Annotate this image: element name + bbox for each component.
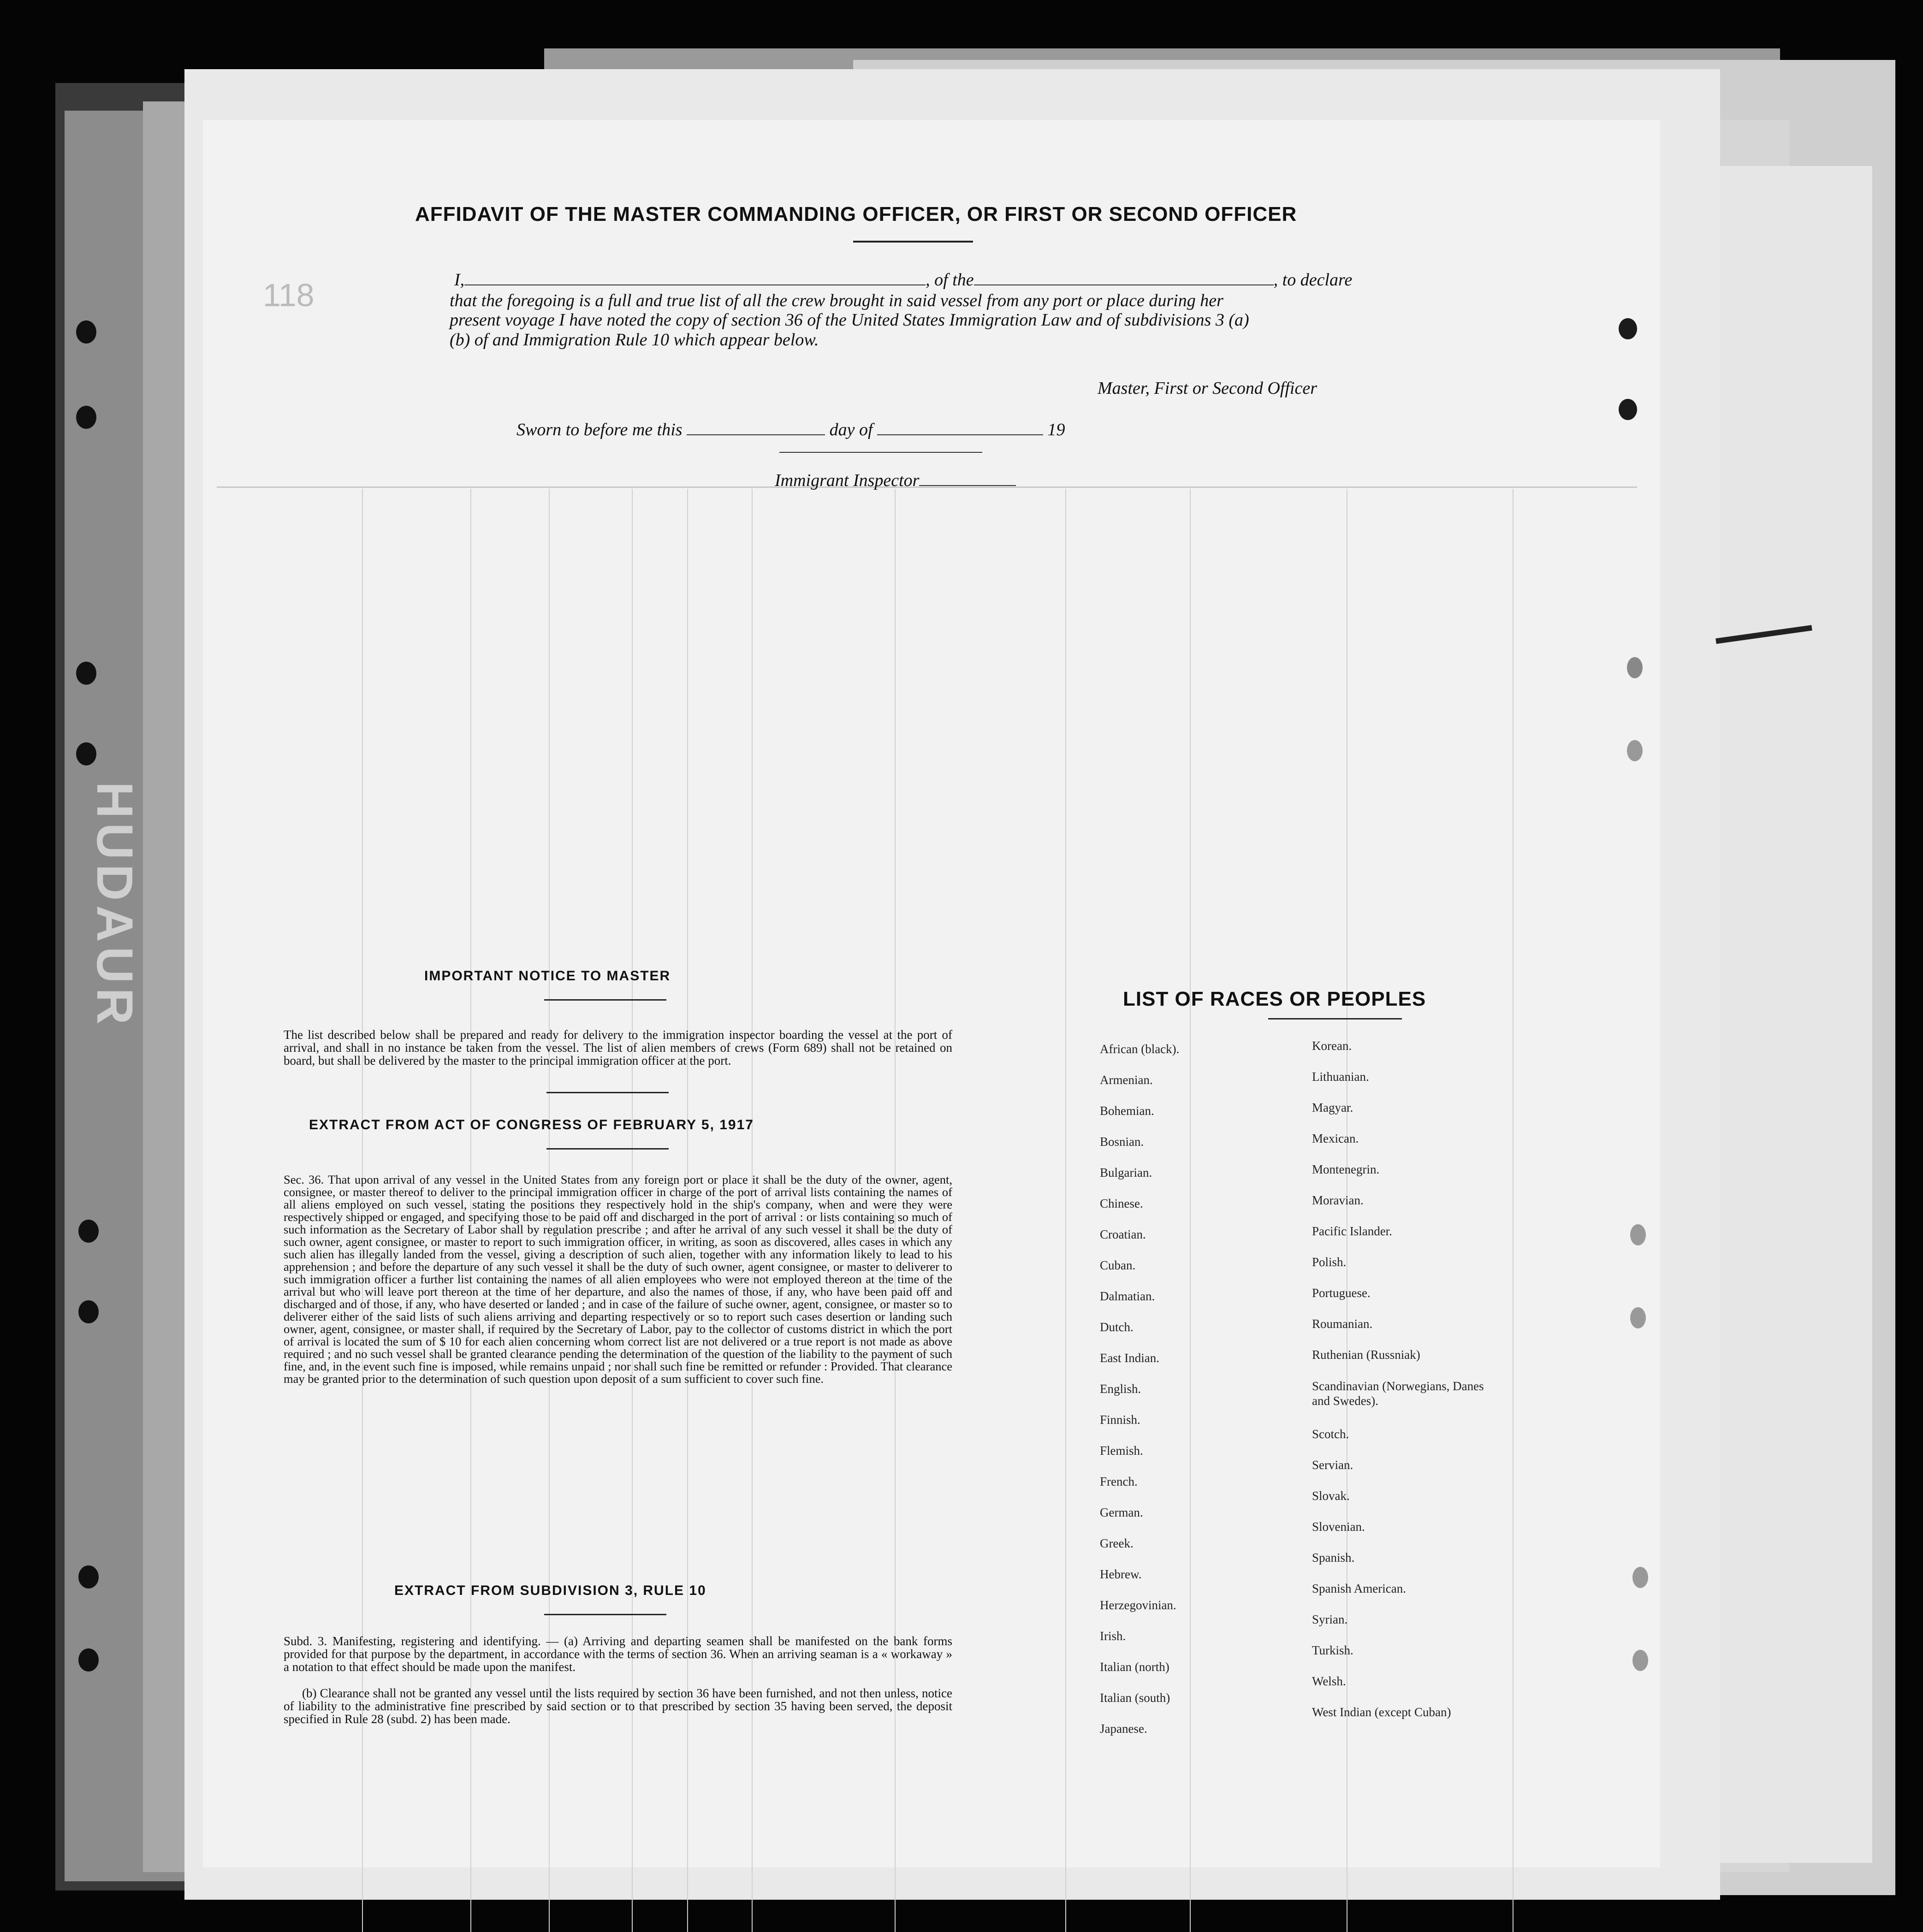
race-item: Montenegrin.	[1312, 1162, 1380, 1176]
race-item: Dutch.	[1100, 1320, 1134, 1334]
notice-rule	[544, 999, 666, 1001]
punch-hole	[76, 742, 96, 765]
race-item: German.	[1100, 1505, 1143, 1519]
name-blank	[464, 284, 926, 285]
punch-hole	[76, 320, 96, 344]
race-item: Spanish American.	[1312, 1582, 1406, 1595]
race-item: East Indian.	[1100, 1351, 1159, 1365]
race-item: West Indian (except Cuban)	[1312, 1705, 1451, 1719]
punch-hole	[1630, 1224, 1646, 1245]
race-item: Scotch.	[1312, 1427, 1349, 1441]
race-item: Turkish.	[1312, 1643, 1353, 1657]
race-item: Japanese.	[1100, 1722, 1147, 1736]
back-sheet	[1706, 166, 1872, 1863]
punch-hole	[78, 1648, 99, 1671]
punch-hole	[78, 1565, 99, 1588]
rule-rule	[544, 1614, 666, 1615]
race-item: Welsh.	[1312, 1674, 1346, 1688]
race-item: Slovak.	[1312, 1489, 1350, 1503]
race-item: Dalmatian.	[1100, 1289, 1155, 1303]
race-item: Spanish.	[1312, 1551, 1355, 1565]
notice-text: The list described below shall be prepared and ready for delivery to the immigration inspector boarding the vessel at the port of arrival, and shall in no instance be taken from the vessel. The list of alien members of crews (Form 689) shall not be retained on board, but shall be delivered by the master to the principal immigration officer at the port.	[284, 1028, 952, 1067]
signature-label: Master, First or Second Officer	[1098, 379, 1318, 398]
race-item: Croatian.	[1100, 1227, 1146, 1241]
affidavit-of-the: , of the	[926, 270, 974, 290]
race-item: Irish.	[1100, 1629, 1126, 1643]
race-item: Scandinavian (Norwegians, Danes and Swedes).	[1312, 1379, 1484, 1408]
race-item: Polish.	[1312, 1255, 1347, 1269]
punch-hole	[76, 406, 96, 429]
signature-line	[779, 452, 982, 453]
affidavit-line3: present voyage I have noted the copy of section 36 of the United States Immigration Law and of subdivisions 3 (a)	[450, 310, 1249, 330]
race-item: Mexican.	[1312, 1132, 1359, 1145]
race-item: Servian.	[1312, 1458, 1353, 1472]
inspector-line	[775, 470, 1016, 491]
race-item: Syrian.	[1312, 1612, 1348, 1626]
race-item: Flemish.	[1100, 1444, 1143, 1458]
affidavit-i: I,	[454, 270, 465, 290]
race-item: African (black).	[1100, 1042, 1180, 1056]
inspector-label: Immigrant Inspector	[775, 471, 920, 490]
race-item: Moravian.	[1312, 1193, 1364, 1207]
affidavit-page	[203, 120, 1660, 1867]
ghost-number: 118	[263, 277, 315, 313]
race-item: Bulgarian.	[1100, 1166, 1152, 1179]
punch-hole	[1627, 657, 1643, 678]
rule-text-a: Subd. 3. Manifesting, registering and identifying. — (a) Arriving and departing seamen shall be manifested on the bank forms provided for that purpose by the department, in accordance with the terms of section 36. When an arriving seaman is a « workaway » a notation to that effect should be made upon the manifest.	[284, 1634, 952, 1674]
sworn-label: Sworn to before me this	[516, 420, 683, 439]
sworn-day-blank	[687, 434, 825, 435]
punch-hole	[1627, 740, 1643, 761]
punch-hole	[1619, 318, 1637, 339]
punch-hole	[78, 1300, 99, 1323]
race-item: Korean.	[1312, 1039, 1352, 1053]
sworn-line	[516, 420, 1065, 440]
vessel-blank	[974, 284, 1274, 285]
rule-heading: EXTRACT FROM SUBDIVISION 3, RULE 10	[394, 1583, 706, 1598]
affidavit-line2: that the foregoing is a full and true list of all the crew brought in said vessel from any port or place during her	[450, 291, 1223, 310]
affidavit-line1	[454, 270, 1566, 290]
title-rule	[853, 241, 973, 243]
races-heading: LIST OF RACES OR PEOPLES	[1123, 988, 1426, 1010]
day-of-label: day of	[829, 420, 873, 439]
races-rule	[1268, 1018, 1402, 1019]
act-heading: EXTRACT FROM ACT OF CONGRESS OF FEBRUARY 5, 1917	[309, 1117, 754, 1132]
rule-text-b: (b) Clearance shall not be granted any vessel until the lists required by section 36 have been furnished, and not then unless, notice of liability to the administrative fine prescribed by said section or to that prescribed by section 35 having been served, the deposit specified in Rule 28 (subd. 2) has been made.	[284, 1686, 952, 1726]
race-item: Magyar.	[1312, 1101, 1353, 1114]
race-item: Italian (south)	[1100, 1691, 1170, 1705]
race-item: Pacific Islander.	[1312, 1224, 1392, 1238]
race-item: Hebrew.	[1100, 1567, 1142, 1581]
notice-rule-2	[546, 1092, 669, 1093]
sworn-month-blank	[877, 434, 1043, 435]
race-item: Bosnian.	[1100, 1135, 1144, 1149]
race-item: Armenian.	[1100, 1073, 1153, 1087]
inspector-blank	[919, 485, 1016, 486]
side-stamp: HUDAUR	[86, 782, 143, 1029]
ghost-column-line	[1065, 489, 1066, 1932]
race-item: Cuban.	[1100, 1258, 1136, 1272]
year-prefix: 19	[1047, 420, 1065, 439]
punch-hole	[1632, 1650, 1648, 1671]
punch-hole	[1619, 399, 1637, 420]
affidavit-to-declare: , to declare	[1273, 270, 1353, 290]
race-item: Ruthenian (Russniak)	[1312, 1348, 1420, 1362]
notice-heading: IMPORTANT NOTICE TO MASTER	[424, 968, 671, 984]
punch-hole	[1632, 1567, 1648, 1588]
affidavit-line4: (b) of and Immigration Rule 10 which appear below.	[450, 330, 819, 350]
punch-hole	[78, 1220, 99, 1243]
act-rule	[546, 1148, 669, 1150]
race-item: Chinese.	[1100, 1197, 1143, 1210]
punch-hole	[76, 662, 96, 685]
race-item: Slovenian.	[1312, 1520, 1365, 1534]
race-item: Greek.	[1100, 1536, 1134, 1550]
affidavit-title: AFFIDAVIT OF THE MASTER COMMANDING OFFICER, OR FIRST OR SECOND OFFICER	[415, 203, 1297, 225]
race-item: Herzegovinian.	[1100, 1598, 1176, 1612]
race-item: English.	[1100, 1382, 1141, 1396]
race-item: French.	[1100, 1475, 1138, 1488]
act-text: Sec. 36. That upon arrival of any vessel in the United States from any foreign port or place it shall be the duty of the owner, agent, consignee, or master thereof to deliver to the principal immigration officer in charge of the port of arrival lists containing the names of all aliens employed on such vessel, stating the positions they respectively hold in the ship's company, when and were they were respectively shipped or engaged, and specifying those to be paid off and discharged in the port of arrival : or lists containing so much of such information as the Secretary of Labor shall by regulation prescribe ; and after he arrival of any such vessel it shall be the duty of such owner, agent consignee, or master to report to such immigration officer, in writing, as soon as discovered, alles cases in which any such alien has illegally landed from the vessel, giving a description of such alien, together with any information likely to lead to his apprehension ; and before the departure of any such vessel it shall be the duty of such owner, agent consignee, or master to deliverer to such immigration officer a further list containing the names of all alien employees who were not employed thereon at the time of the arrival but who will leave port thereon at the time of her departure, and also the names of those, if any, who have been paid off and discharged and of those, if any, who have deserted or landed ; and in case of the failure of suche owner, agent, consignee, or master so to deliverer either of the said lists of such aliens arriving and departing respectively or so to report such cases desertion or landing such owner, agent, consignee, or master shall, if required by the Secretary of Labor, pay to the collector of customs district in which the port of arrival is located the sum of $ 10 for each alien concerning whom correct list are not delivered or a true report is not made as above required ; and no such vessel shall be granted clearance pending the determination of the question of the liability to the payment of such fine, and, in the event such fine is imposed, while remains unpaid ; nor shall such fine be remitted or refunder : Provided. That clearance may be granted prior to the determination of such question upon deposit of a sum sufficient to cover such fine.	[284, 1173, 952, 1386]
punch-hole	[1630, 1307, 1646, 1328]
race-item: Finnish.	[1100, 1413, 1140, 1427]
race-item: Roumanian.	[1312, 1317, 1373, 1331]
race-item: Bohemian.	[1100, 1104, 1154, 1118]
ghost-column-line	[1190, 489, 1191, 1932]
race-item: Lithuanian.	[1312, 1070, 1369, 1084]
race-item: Italian (north)	[1100, 1660, 1169, 1674]
race-item: Portuguese.	[1312, 1286, 1371, 1300]
